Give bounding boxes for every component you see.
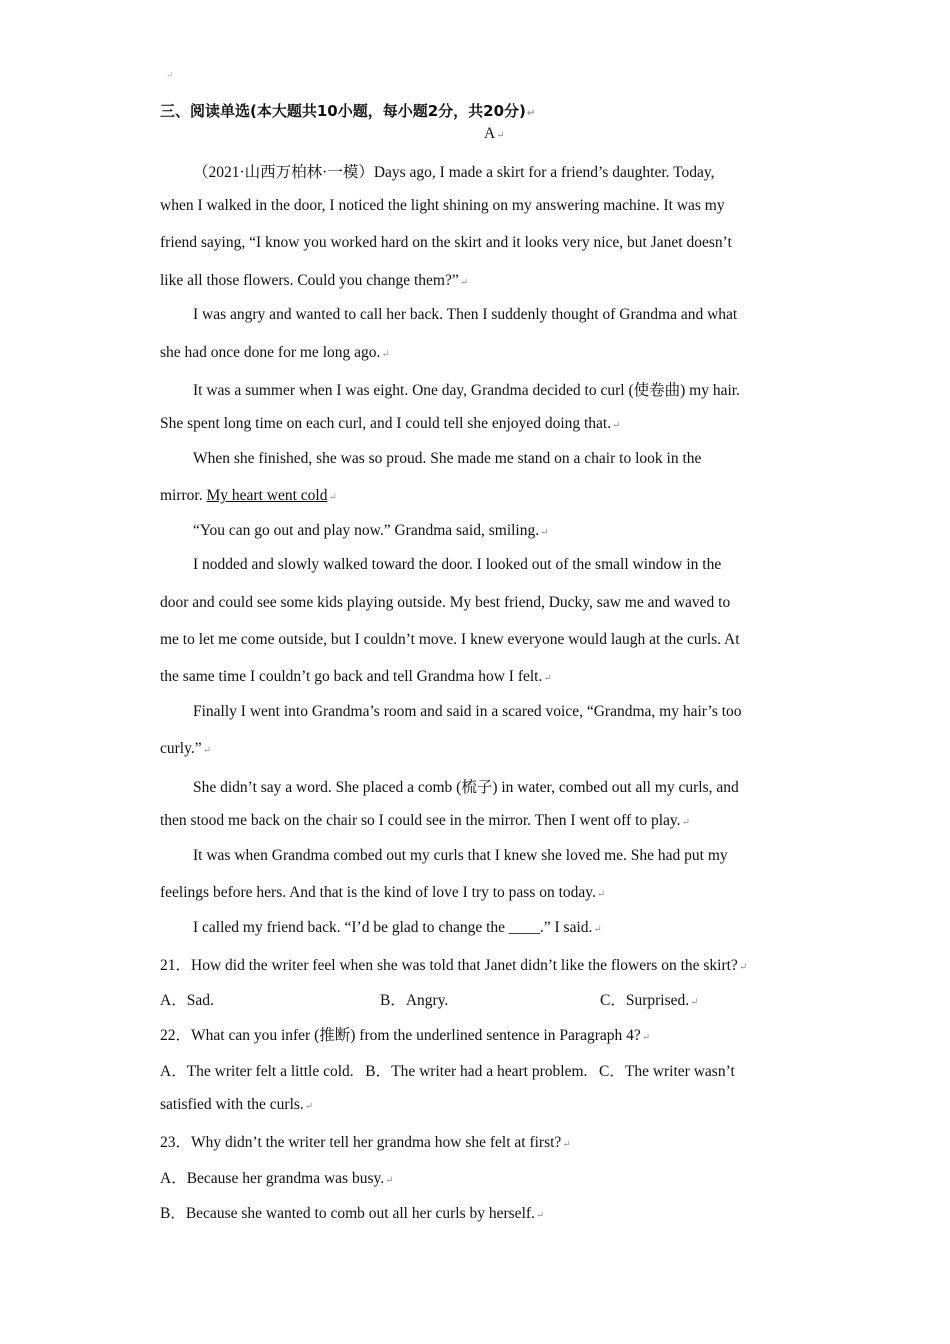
paragraph-mark: ↵: [166, 70, 174, 80]
question-23-option-a: A．Because her grandma was busy.↵: [160, 1170, 394, 1187]
passage-line: （2021·山西万柏林·一模）Days ago, I made a skirt for a friend’s daughter. Today,: [193, 164, 715, 181]
passage-line: friend saying, “I know you worked hard on the skirt and it looks very nice, but Janet doesn’t: [160, 234, 732, 251]
passage-line: Finally I went into Grandma’s room and said in a scared voice, “Grandma, my hair’s too: [193, 703, 742, 720]
question-21-stem: 21．How did the writer feel when she was told that Janet didn’t like the flowers on the skirt?↵: [160, 957, 748, 974]
passage-line: mirror. My heart went cold↵: [160, 487, 337, 504]
passage-line: I called my friend back. “I’d be glad to change the ____.” I said.↵: [193, 919, 602, 936]
question-22-stem: 22．What can you infer (推断) from the underlined sentence in Paragraph 4?↵: [160, 1027, 651, 1044]
passage-line: “You can go out and play now.” Grandma said, smiling.↵: [193, 522, 549, 539]
passage-line: then stood me back on the chair so I could see in the mirror. Then I went off to play.↵: [160, 812, 690, 829]
passage-line: It was a summer when I was eight. One day, Grandma decided to curl (使卷曲) my hair.: [193, 382, 740, 399]
passage-line: like all those flowers. Could you change them?”↵: [160, 272, 469, 289]
passage-line: I nodded and slowly walked toward the door. I looked out of the small window in the: [193, 556, 722, 573]
passage-line: feelings before hers. And that is the kind of love I try to pass on today.↵: [160, 884, 606, 901]
passage-label: A↵: [484, 125, 505, 142]
passage-line: I was angry and wanted to call her back. Then I suddenly thought of Grandma and what: [193, 306, 738, 323]
question-21-option-b: B．Angry.: [380, 992, 449, 1009]
passage-line: She spent long time on each curl, and I could tell she enjoyed doing that.↵: [160, 415, 621, 432]
section-title: 三、阅读单选(本大题共10小题，每小题2分，共20分)↵: [160, 102, 536, 120]
question-21-option-a: A．Sad.: [160, 992, 214, 1009]
passage-line: It was when Grandma combed out my curls that I knew she loved me. She had put my: [193, 847, 728, 864]
passage-line: When she finished, she was so proud. She made me stand on a chair to look in the: [193, 450, 702, 467]
question-23-stem: 23．Why didn’t the writer tell her grandma how she felt at first?↵: [160, 1134, 571, 1151]
question-22-options: A．The writer felt a little cold. B．The writer had a heart problem. C．The writer wasn’t: [160, 1063, 735, 1080]
question-21-option-c: C．Surprised.↵: [600, 992, 699, 1009]
passage-line: when I walked in the door, I noticed the light shining on my answering machine. It was my: [160, 197, 725, 214]
question-22-options-cont: satisfied with the curls.↵: [160, 1096, 314, 1113]
passage-line: door and could see some kids playing outside. My best friend, Ducky, saw me and waved to: [160, 594, 731, 611]
underlined-sentence: My heart went cold: [206, 487, 328, 504]
passage-line: the same time I couldn’t go back and tell Grandma how I felt.↵: [160, 668, 552, 685]
passage-line: curly.”↵: [160, 740, 211, 757]
passage-line: she had once done for me long ago.↵: [160, 344, 390, 361]
question-23-option-b: B．Because she wanted to comb out all her curls by herself.↵: [160, 1205, 545, 1222]
passage-line: She didn’t say a word. She placed a comb (梳子) in water, combed out all my curls, and: [193, 779, 739, 796]
passage-line: me to let me come outside, but I couldn’t move. I knew everyone would laugh at the curls. At: [160, 631, 740, 648]
